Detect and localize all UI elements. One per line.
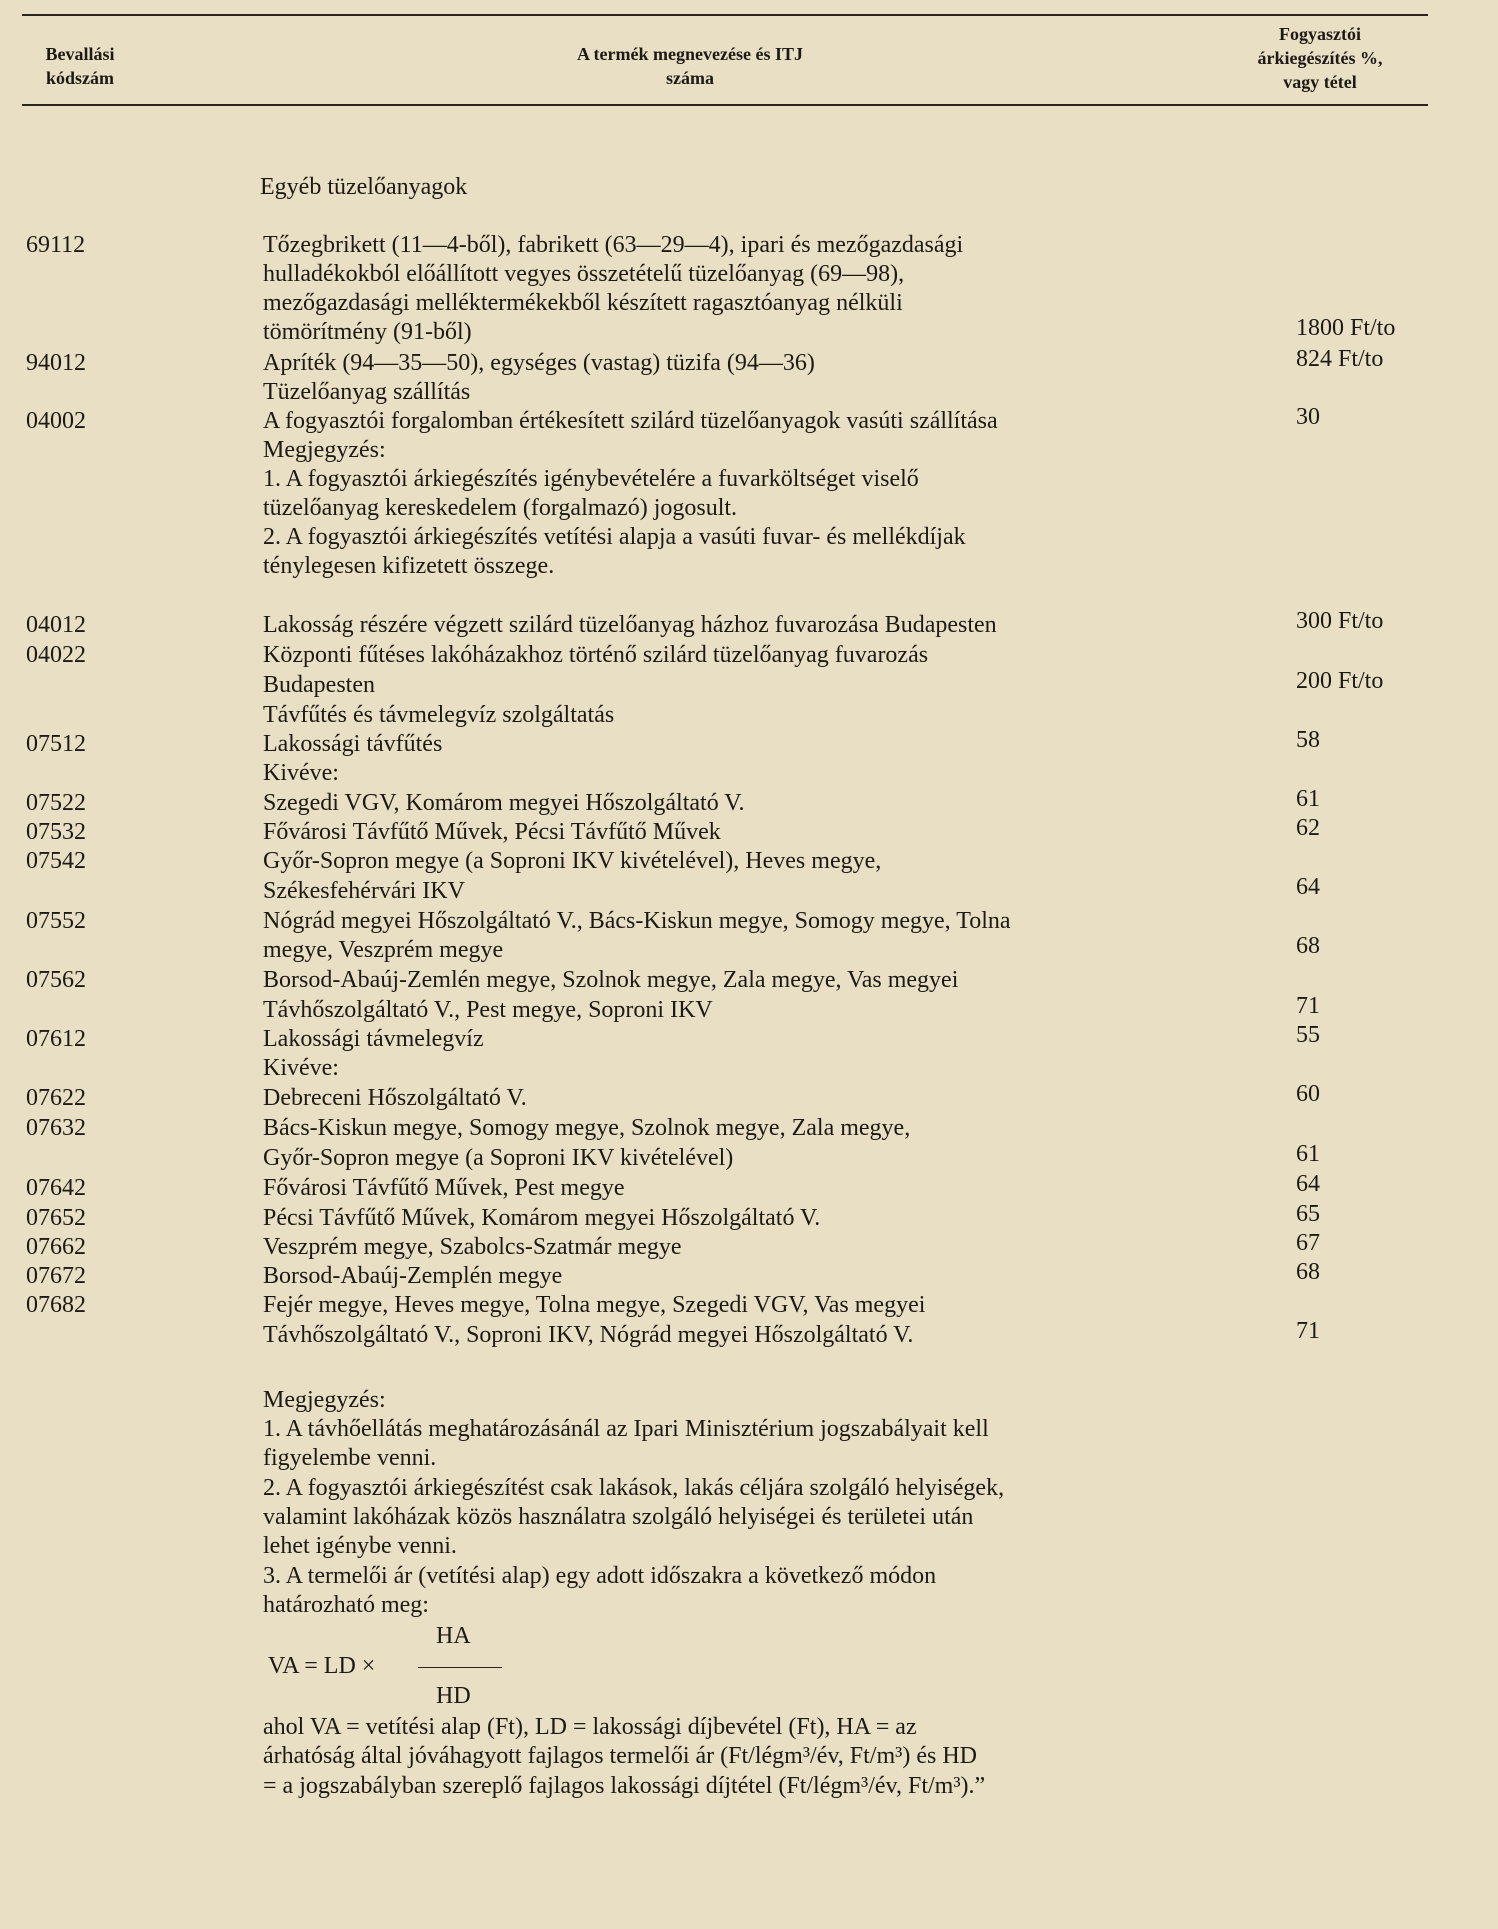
header-name-column: [480, 42, 900, 90]
note-after-line: ahol VA = vetítési alap (Ft), LD = lakossági díjbevétel (Ft), HA = az: [263, 1714, 917, 1740]
row-text: Pécsi Távfűtő Művek, Komárom megyei Hőszolgáltató V.: [263, 1205, 821, 1231]
row-text: Távhőszolgáltató V., Soproni IKV, Nógrád megyei Hőszolgáltató V.: [263, 1322, 914, 1348]
header-value-column: [1220, 22, 1420, 94]
row-code: 69112: [26, 232, 86, 258]
row-value: 200 Ft/to: [1296, 668, 1384, 694]
formula-left: VA = LD ×: [268, 1653, 376, 1679]
row-text: Fejér megye, Heves megye, Tolna megye, Szegedi VGV, Vas megyei: [263, 1292, 926, 1318]
row-code: 04012: [26, 612, 86, 638]
row-code: 04022: [26, 642, 86, 668]
header-top-rule: [22, 14, 1428, 16]
subheading: Tüzelőanyag szállítás: [263, 379, 471, 405]
row-text: Tőzegbrikett (11—4-ből), fabrikett (63—29—4), ipari és mezőgazdasági: [263, 232, 964, 258]
row-code: 07612: [26, 1026, 86, 1052]
header-text: A termék megnevezése és ITJ: [577, 44, 803, 64]
row-code: 07682: [26, 1292, 86, 1318]
row-value: 71: [1296, 993, 1320, 1019]
row-value: 71: [1296, 1318, 1320, 1344]
row-text: Távhőszolgáltató V., Pest megye, Soproni IKV: [263, 997, 713, 1023]
row-text: Fővárosi Távfűtő Művek, Pécsi Távfűtő Művek: [263, 819, 721, 845]
note-line: határozható meg:: [263, 1592, 429, 1618]
row-text: Bács-Kiskun megye, Somogy megye, Szolnok megye, Zala megye,: [263, 1115, 911, 1141]
row-text: Szegedi VGV, Komárom megyei Hőszolgáltató V.: [263, 790, 745, 816]
row-value: 58: [1296, 727, 1320, 753]
row-text: Apríték (94—35—50), egységes (vastag) tüzifa (94—36): [263, 350, 815, 376]
row-text: Győr-Sopron megye (a Soproni IKV kivételével): [263, 1145, 734, 1171]
formula-denominator: HD: [436, 1683, 471, 1709]
row-value: 64: [1296, 1171, 1320, 1197]
row-text: Borsod-Abaúj-Zemplén megye: [263, 1263, 563, 1289]
row-value: 30: [1296, 404, 1320, 430]
header-code-column: [20, 42, 140, 90]
row-code: 07652: [26, 1205, 86, 1231]
row-code: 07642: [26, 1175, 86, 1201]
row-code: 07622: [26, 1085, 86, 1111]
row-code: 07542: [26, 848, 86, 874]
row-value: 300 Ft/to: [1296, 608, 1384, 634]
row-text: Lakossági távmelegvíz: [263, 1026, 484, 1052]
row-value: 62: [1296, 815, 1320, 841]
note-line: 2. A fogyasztói árkiegészítést csak lakások, lakás céljára szolgáló helyiségek,: [263, 1475, 1005, 1501]
subheading: Kivéve:: [263, 760, 339, 786]
row-value: 67: [1296, 1230, 1320, 1256]
header-text: kódszám: [45, 68, 114, 88]
row-text: hulladékokból előállított vegyes összetételű tüzelőanyag (69—98),: [263, 261, 905, 287]
row-text: Budapesten: [263, 672, 375, 698]
subheading: Távfűtés és távmelegvíz szolgáltatás: [263, 702, 615, 728]
header-text: Fogyasztói: [1279, 24, 1361, 44]
row-text: ténylegesen kifizetett összege.: [263, 553, 555, 579]
row-text: Debreceni Hőszolgáltató V.: [263, 1085, 527, 1111]
formula-numerator: HA: [436, 1623, 471, 1649]
note-line: 1. A távhőellátás meghatározásánál az Ipari Minisztérium jogszabályait kell: [263, 1416, 989, 1442]
row-text: Lakossági távfűtés: [263, 731, 443, 757]
note-line: figyelembe venni.: [263, 1445, 437, 1471]
row-text: 2. A fogyasztói árkiegészítés vetítési alapja a vasúti fuvar- és mellékdíjak: [263, 524, 966, 550]
row-text: Nógrád megyei Hőszolgáltató V., Bács-Kiskun megye, Somogy megye, Tolna: [263, 908, 1011, 934]
row-text: Lakosság részére végzett szilárd tüzelőanyag házhoz fuvarozása Budapesten: [263, 612, 997, 638]
header-text: száma: [666, 68, 714, 88]
section-title: Egyéb tüzelőanyagok: [260, 174, 468, 200]
header-text: árkiegészítés %,: [1257, 48, 1383, 68]
subheading: Kivéve:: [263, 1055, 339, 1081]
row-text: A fogyasztói forgalomban értékesített szilárd tüzelőanyagok vasúti szállítása: [263, 408, 998, 434]
formula-fraction-bar: [418, 1667, 502, 1668]
row-code: 07662: [26, 1234, 86, 1260]
note-line: 3. A termelői ár (vetítési alap) egy adott időszakra a következő módon: [263, 1563, 937, 1589]
row-value: 824 Ft/to: [1296, 346, 1384, 372]
row-text: Székesfehérvári IKV: [263, 878, 465, 904]
row-value: 65: [1296, 1201, 1320, 1227]
note-line: lehet igénybe venni.: [263, 1533, 457, 1559]
row-text: Megjegyzés:: [263, 437, 386, 463]
row-code: 07522: [26, 790, 86, 816]
header-text: Bevallási: [45, 44, 115, 64]
row-text: Fővárosi Távfűtő Művek, Pest megye: [263, 1175, 625, 1201]
note-after-line: = a jogszabályban szereplő fajlagos lakossági díjtétel (Ft/légm³/év, Ft/m³).”: [263, 1773, 986, 1799]
row-value: 68: [1296, 1259, 1320, 1285]
row-code: 07562: [26, 967, 86, 993]
row-code: 07532: [26, 819, 86, 845]
row-text: mezőgazdasági melléktermékekből készített ragasztóanyag nélküli: [263, 290, 903, 316]
row-value: 64: [1296, 874, 1320, 900]
row-value: 55: [1296, 1022, 1320, 1048]
row-code: 94012: [26, 350, 86, 376]
row-text: tömörítmény (91-ből): [263, 319, 472, 345]
row-text: 1. A fogyasztói árkiegészítés igénybevételére a fuvarköltséget viselő: [263, 466, 919, 492]
row-code: 07512: [26, 731, 86, 757]
row-code: 07672: [26, 1263, 86, 1289]
row-value: 68: [1296, 933, 1320, 959]
row-code: 04002: [26, 408, 86, 434]
row-value: 60: [1296, 1081, 1320, 1107]
row-code: 07552: [26, 908, 86, 934]
row-text: Veszprém megye, Szabolcs-Szatmár megye: [263, 1234, 682, 1260]
row-value: 61: [1296, 1141, 1320, 1167]
row-text: Győr-Sopron megye (a Soproni IKV kivételével), Heves megye,: [263, 848, 882, 874]
row-code: 07632: [26, 1115, 86, 1141]
note-after-line: árhatóság által jóváhagyott fajlagos termelői ár (Ft/légm³/év, Ft/m³) és HD: [263, 1743, 977, 1769]
row-value: 1800 Ft/to: [1296, 315, 1396, 341]
row-text: megye, Veszprém megye: [263, 937, 504, 963]
header-text: vagy tétel: [1283, 72, 1357, 92]
row-value: 61: [1296, 786, 1320, 812]
header-bottom-rule: [22, 104, 1428, 106]
row-text: tüzelőanyag kereskedelem (forgalmazó) jogosult.: [263, 495, 738, 521]
row-text: Borsod-Abaúj-Zemlén megye, Szolnok megye, Zala megye, Vas megyei: [263, 967, 959, 993]
note-line: valamint lakóházak közös használatra szolgáló helyiségei és területei után: [263, 1504, 974, 1530]
row-text: Központi fűtéses lakóházakhoz történő szilárd tüzelőanyag fuvarozás: [263, 642, 929, 668]
note-title: Megjegyzés:: [263, 1387, 386, 1413]
